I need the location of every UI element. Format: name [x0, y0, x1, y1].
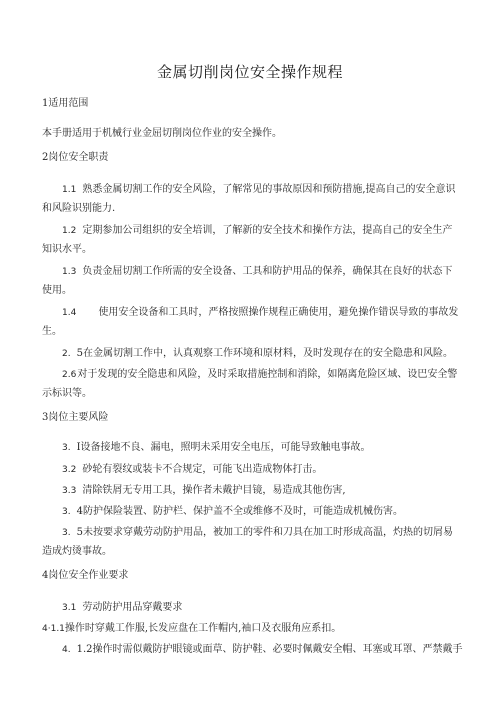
item-text: 使用安全设备和工具时，严格按照操作规程正确使用，避免操作错误导致的事故发	[98, 307, 459, 318]
item-number: 2.	[62, 349, 71, 359]
item-number: 3.2	[62, 465, 77, 475]
item-number: 3.	[62, 528, 71, 538]
list-item	[62, 526, 482, 540]
list-item	[62, 463, 482, 477]
item-number: 3.3	[62, 486, 77, 496]
list-item	[62, 505, 482, 519]
list-item	[62, 484, 482, 498]
item-continuation: 使用。	[42, 285, 72, 296]
list-item	[62, 265, 482, 279]
section-heading: 3岗位主要风险	[42, 412, 109, 423]
item-text: 对于发现的安全隐患和风险，及时采取措施控制和消除，如隔离危险区域、设巴安全警	[77, 369, 458, 380]
section-heading: 1适用范围	[42, 98, 89, 109]
paragraph: 本手册适用于机械行业金屈切削岗位作业的安全操作。	[42, 128, 282, 139]
item-number: 3.	[62, 507, 71, 517]
item-continuation: 和风险识别能力.	[42, 203, 116, 214]
item-text: 熟悉金属切割工作的安全风险，了解常见的事故原因和预防措施,提高自己的安全意识	[82, 184, 456, 195]
list-item	[42, 622, 462, 636]
item-text: 劳动防护用品穿戴要求	[82, 602, 183, 613]
item-continuation: 生。	[42, 326, 62, 337]
item-number: 4.	[62, 645, 71, 655]
document-title: 金属切削岗位安全操作规程	[156, 63, 343, 81]
item-number: 2.6	[62, 370, 77, 380]
item-text: 清除铁屑无专用工具，操作者未戴护目镜，易造成其他伤害,	[82, 485, 346, 496]
item-text: 定期参加公司组织的安全培训，了解新的安全技术和操作方法，提高自己的安全生产	[82, 225, 453, 236]
item-number: 1.4	[62, 308, 77, 318]
list-item	[62, 368, 482, 382]
item-number: 1.1	[62, 185, 77, 195]
item-continuation: 知识水平。	[42, 244, 92, 255]
item-text: 5未按要求穿戴劳动防护用品，被加工的零件和刀具在加工时形成高温，灼热的切屑易	[76, 527, 453, 538]
list-item	[62, 643, 482, 657]
item-number: 4·1.1	[42, 624, 65, 634]
item-continuation: 示标识等。	[42, 388, 92, 399]
item-text: I设备接地不良、漏电，照明未采用安全电压，可能导致触电事故。	[76, 442, 371, 453]
list-item	[62, 601, 482, 615]
item-number: 1.3	[62, 267, 77, 277]
item-text: 砂轮有裂纹或装卡不合规定，可能飞出造成物体打击。	[82, 464, 323, 475]
item-text: 1.2操作时需似戴防护眼镜或面草、防护鞋、必要时佩戴安全帽、耳塞或耳罩、严禁戴手	[76, 644, 463, 655]
item-continuation: 造成灼烫事故。	[42, 546, 112, 557]
section-heading: 2岗位安全职责	[42, 152, 109, 163]
list-item	[62, 306, 482, 320]
item-text: 操作时穿戴工作服,长发应盘在工作帽内,袖口及衣服角应系扣。	[64, 623, 342, 634]
list-item	[62, 441, 482, 455]
section-heading: 4岗位安全作业要求	[42, 570, 129, 581]
item-text: 4防护保险装置、防护栏、保护盖不全或维修不及时，可能造成机械伤害。	[76, 506, 403, 517]
list-item	[62, 224, 482, 238]
list-item	[62, 347, 482, 361]
item-text: 负责金屈切割工作所需的安全设备、工具和防护用品的保养，确保其在良好的状态下	[82, 266, 453, 277]
item-number: 1.2	[62, 226, 77, 236]
item-number: 3.1	[62, 603, 77, 613]
item-text: 5在金属切割工作中，认真观察工作环境和原材料，及时发现存在的安全隐患和风险。	[76, 348, 453, 359]
item-number: 3.	[62, 443, 71, 453]
list-item	[62, 183, 482, 197]
